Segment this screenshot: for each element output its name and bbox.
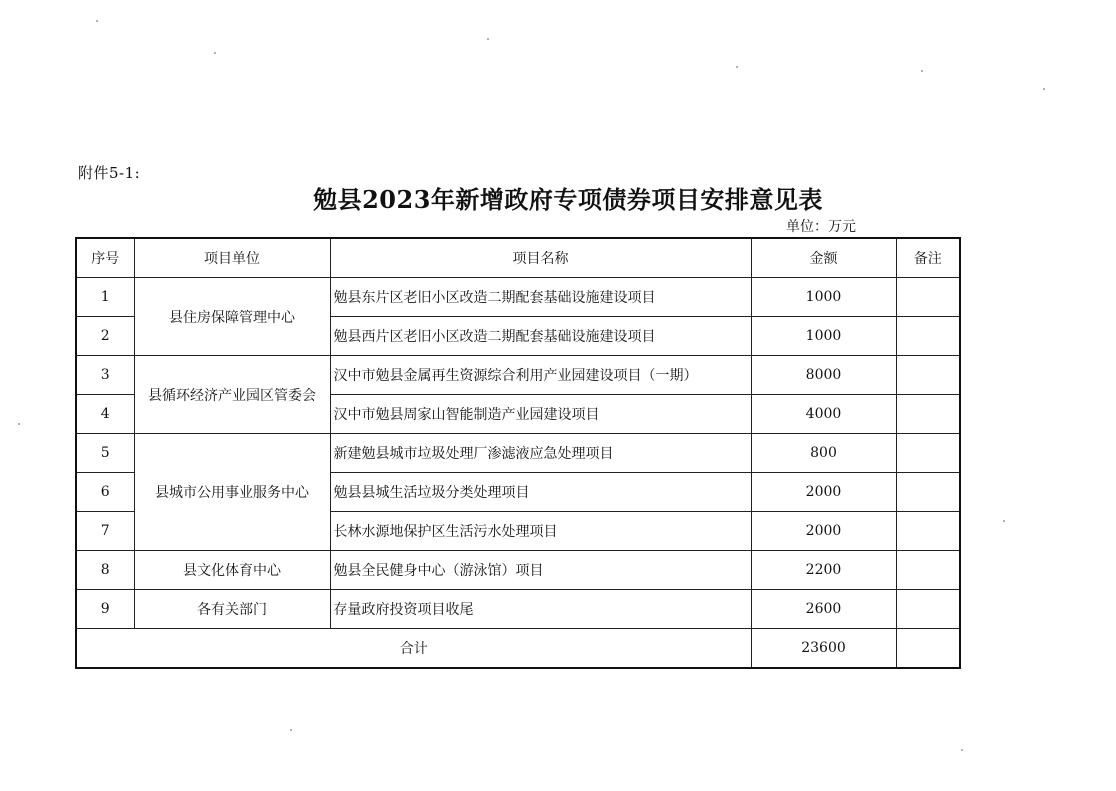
- table-row: [76, 278, 960, 317]
- row-index: 8: [76, 551, 134, 590]
- header-name: 项目名称: [330, 238, 751, 278]
- group-unit: 县文化体育中心: [134, 551, 330, 590]
- row-note: [896, 473, 960, 512]
- group-unit: 各有关部门: [134, 590, 330, 629]
- row-project-name: 新建勉县城市垃圾处理厂渗滤液应急处理项目: [330, 434, 751, 473]
- total-label: 合计: [76, 629, 751, 669]
- project-table: [75, 237, 961, 669]
- row-index: 2: [76, 317, 134, 356]
- row-note: [896, 434, 960, 473]
- group-unit: 县城市公用事业服务中心: [134, 434, 330, 551]
- scan-speck: [921, 70, 923, 72]
- row-project-name: 勉县西片区老旧小区改造二期配套基础设施建设项目: [330, 317, 751, 356]
- row-index: 3: [76, 356, 134, 395]
- row-amount: 2000: [751, 473, 896, 512]
- header-unit: 项目单位: [134, 238, 330, 278]
- scan-speck: [290, 729, 292, 731]
- row-project-name: 长林水源地保护区生活污水处理项目: [330, 512, 751, 551]
- row-note: [896, 317, 960, 356]
- row-project-name: 勉县全民健身中心（游泳馆）项目: [330, 551, 751, 590]
- row-project-name: 存量政府投资项目收尾: [330, 590, 751, 629]
- total-row: [76, 629, 960, 669]
- row-note: [896, 395, 960, 434]
- unit-label: 单位：万元: [786, 219, 856, 235]
- row-amount: 4000: [751, 395, 896, 434]
- row-amount: 2000: [751, 512, 896, 551]
- row-project-name: 汉中市勉县周家山智能制造产业园建设项目: [330, 395, 751, 434]
- row-amount: 2600: [751, 590, 896, 629]
- group-unit: 县循环经济产业园区管委会: [134, 356, 330, 434]
- total-note: [896, 629, 960, 669]
- table-header-row: [76, 238, 960, 278]
- row-note: [896, 278, 960, 317]
- attachment-label: 附件5-1:: [78, 164, 141, 182]
- scan-speck: [18, 423, 20, 425]
- scan-speck: [96, 20, 98, 22]
- row-index: 4: [76, 395, 134, 434]
- table-row: [76, 434, 960, 473]
- row-amount: 2200: [751, 551, 896, 590]
- header-amount: 金额: [751, 238, 896, 278]
- header-note: 备注: [896, 238, 960, 278]
- total-amount: 23600: [751, 629, 896, 669]
- row-amount: 800: [751, 434, 896, 473]
- row-note: [896, 512, 960, 551]
- table-row: [76, 590, 960, 629]
- row-project-name: 勉县东片区老旧小区改造二期配套基础设施建设项目: [330, 278, 751, 317]
- row-project-name: 汉中市勉县金属再生资源综合利用产业园建设项目（一期）: [330, 356, 751, 395]
- document-title: 勉县2023年新增政府专项债券项目安排意见表: [313, 185, 823, 214]
- row-amount: 1000: [751, 278, 896, 317]
- row-note: [896, 551, 960, 590]
- scan-speck: [736, 66, 738, 68]
- row-index: 7: [76, 512, 134, 551]
- header-index: 序号: [76, 238, 134, 278]
- row-amount: 1000: [751, 317, 896, 356]
- scan-speck: [214, 52, 216, 54]
- group-unit: 县住房保障管理中心: [134, 278, 330, 356]
- row-project-name: 勉县县城生活垃圾分类处理项目: [330, 473, 751, 512]
- row-index: 9: [76, 590, 134, 629]
- scan-speck: [961, 749, 963, 751]
- scan-speck: [1043, 88, 1045, 90]
- row-index: 1: [76, 278, 134, 317]
- row-index: 5: [76, 434, 134, 473]
- table-row: [76, 356, 960, 395]
- scan-speck: [1003, 520, 1005, 522]
- row-note: [896, 356, 960, 395]
- row-amount: 8000: [751, 356, 896, 395]
- row-index: 6: [76, 473, 134, 512]
- row-note: [896, 590, 960, 629]
- scan-speck: [487, 38, 489, 40]
- table-row: [76, 551, 960, 590]
